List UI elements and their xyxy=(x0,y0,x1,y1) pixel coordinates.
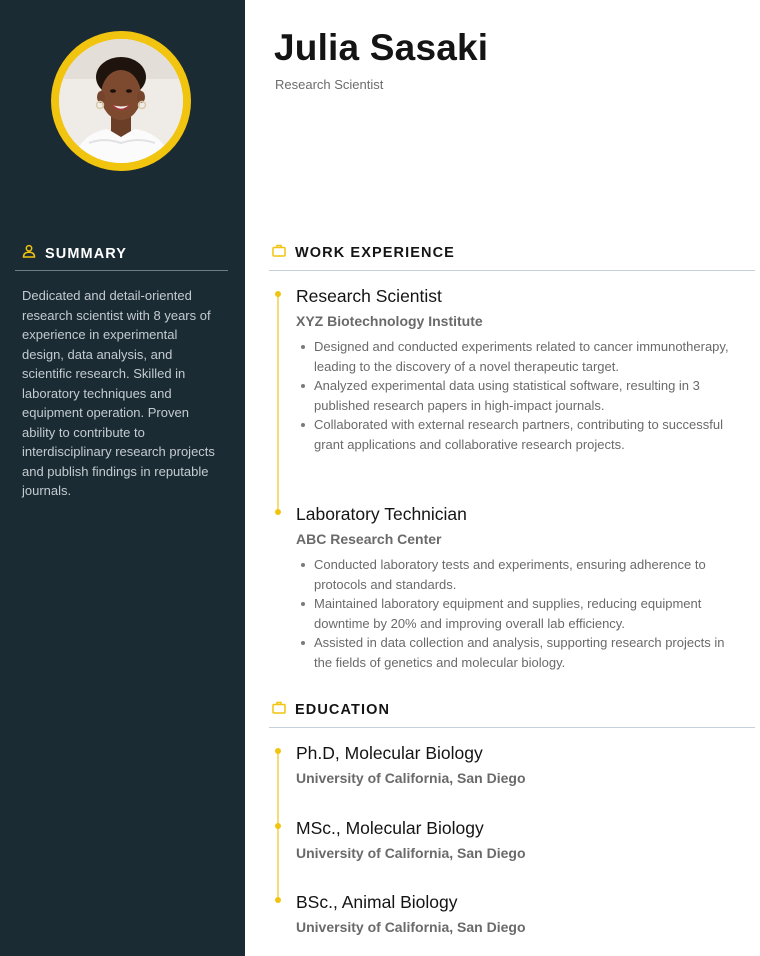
education-entry xyxy=(296,817,746,862)
school-name: University of California, San Diego xyxy=(296,845,526,861)
work-timeline xyxy=(277,294,279,512)
job-bullet: Analyzed experimental data using statistical software, resulting in 3 published research papers in high-impact journals. xyxy=(296,376,746,415)
degree-title: Ph.D, Molecular Biology xyxy=(296,743,483,763)
candidate-name: Julia Sasaki xyxy=(274,27,489,68)
job-entry xyxy=(296,503,746,672)
job-title: Research Scientist xyxy=(296,286,442,306)
sidebar xyxy=(0,0,245,956)
education-heading xyxy=(272,701,754,719)
education-entry xyxy=(296,742,746,787)
job-bullet: Assisted in data collection and analysis, supporting research projects in the fields of genetics and molecular biology. xyxy=(296,633,746,672)
job-bullet: Collaborated with external research partners, contributing to successful grant applications and collaborative research projects. xyxy=(296,415,746,454)
summary-heading xyxy=(22,244,228,263)
main-content xyxy=(245,0,760,956)
candidate-role: Research Scientist xyxy=(275,77,384,92)
degree-title: MSc., Molecular Biology xyxy=(296,818,484,838)
job-bullets xyxy=(296,555,746,672)
school-name: University of California, San Diego xyxy=(296,919,526,935)
timeline-dot xyxy=(275,509,281,515)
profile-photo-illustration xyxy=(59,39,183,163)
summary-text: Dedicated and detail-oriented research scientist with 8 years of experience in experimental design, data analysis, and scientific research. Skilled in laboratory techniques and equipment operation. Proven ability to contribute to interdisciplinary research projects and publish findings in reputable journals. xyxy=(22,288,215,498)
job-bullets xyxy=(296,337,746,454)
job-title: Laboratory Technician xyxy=(296,504,467,524)
job-organization: ABC Research Center xyxy=(296,531,442,547)
work-experience-divider xyxy=(269,270,755,271)
user-icon xyxy=(22,244,36,263)
job-bullet: Designed and conducted experiments related to cancer immunotherapy, leading to the discovery of a novel therapeutic target. xyxy=(296,337,746,376)
education-heading-label: EDUCATION xyxy=(295,702,391,718)
job-bullet: Conducted laboratory tests and experiments, ensuring adherence to protocols and standards. xyxy=(296,555,746,594)
profile-photo xyxy=(59,39,183,163)
work-experience-heading xyxy=(272,244,754,262)
timeline-dot xyxy=(275,897,281,903)
job-bullet: Maintained laboratory equipment and supplies, reducing equipment downtime by 20% and improving overall lab efficiency. xyxy=(296,594,746,633)
briefcase-icon xyxy=(272,244,286,262)
timeline-dot xyxy=(275,291,281,297)
work-experience-heading-label: WORK EXPERIENCE xyxy=(295,245,455,261)
education-entry xyxy=(296,891,746,936)
summary-heading-label: SUMMARY xyxy=(45,245,128,262)
summary-divider xyxy=(15,270,228,271)
degree-title: BSc., Animal Biology xyxy=(296,892,458,912)
timeline-dot xyxy=(275,823,281,829)
briefcase-icon xyxy=(272,701,286,719)
job-entry xyxy=(296,285,746,454)
timeline-dot xyxy=(275,748,281,754)
profile-photo-frame xyxy=(51,31,191,171)
school-name: University of California, San Diego xyxy=(296,770,526,786)
education-divider xyxy=(269,727,755,728)
job-organization: XYZ Biotechnology Institute xyxy=(296,313,483,329)
